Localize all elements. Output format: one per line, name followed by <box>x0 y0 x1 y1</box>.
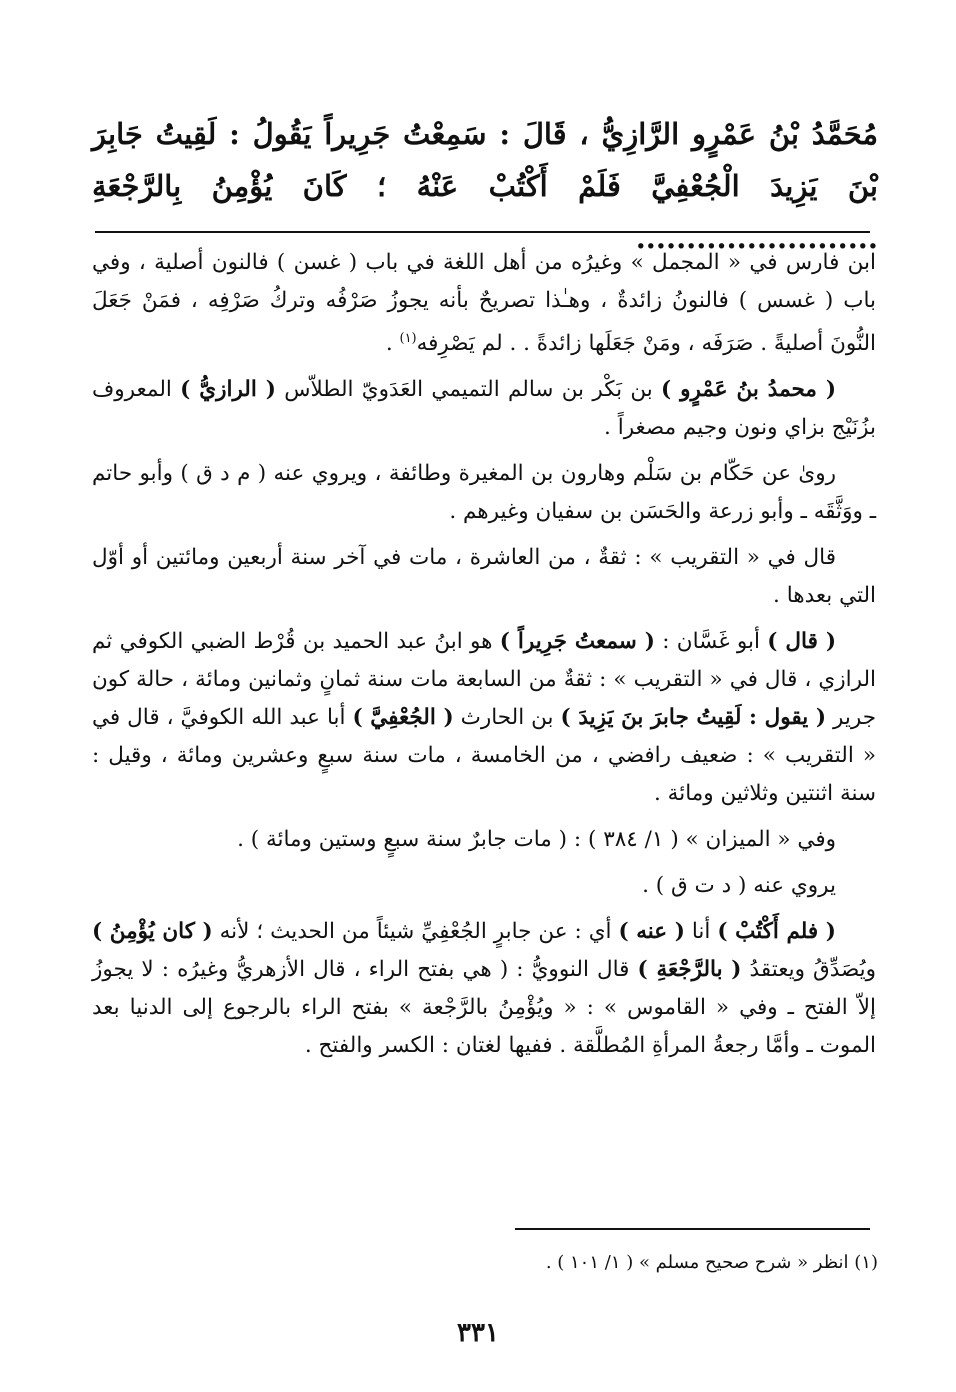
footnote <box>300 1248 878 1278</box>
hadith-dots: ........................ <box>635 221 878 255</box>
paragraph-text: هو ابنُ عبد الحميد بن قُرْط الضبي الكوفي ثم الرازي ، قال في « التقريب » : ثقةٌ من السابعة مات سنة ثمانٍ وثمانين ومائة ، حالة كون جرير <box>92 629 876 731</box>
commentary-paragraph: قال في « التقريب » : ثقةٌ ، من العاشرة ، مات في آخر سنة أربعين ومائتين أو أوّل التي بعدها . <box>92 545 876 609</box>
bold-term: ( فلم أَكْتُبْ ) <box>717 919 836 945</box>
bold-term: ( الرازيُّ ) <box>180 377 276 403</box>
hadith-separator <box>95 231 870 233</box>
bold-term: ( كان يُؤْمِنُ ) <box>92 919 213 945</box>
hadith-body: مُحَمَّدُ بْنُ عَمْرٍو الرَّازِيُّ ، قَالَ : سَمِعْتُ جَرِيراً يَقُولُ : لَقِيتُ جَابِرَ بْنَ يَزِيدَ الْجُعْفِيَّ فَلَمْ أَكْتُبْ عَنْهُ ؛ كَانَ يُؤْمِنُ بِالرَّجْعَةِ <box>92 117 878 203</box>
commentary-paragraph <box>92 913 876 1065</box>
bold-term: ( سمعتُ جَرِيراً ) <box>499 629 655 655</box>
commentary-paragraph: وفي « الميزان » ( ١/ ٣٨٤ ) : ( مات جابرٌ سنة سبعٍ وستين ومائة ) . <box>237 827 836 853</box>
page-number: ٣٣١ <box>457 1318 499 1348</box>
bold-term: ( محمدُ بنُ عَمْرٍو ) <box>660 377 837 403</box>
paragraph-text: أي : عن جابرٍ الجُعْفِيِّ شيئاً من الحديث ؛ لأنه <box>212 919 619 945</box>
commentary <box>92 244 876 1073</box>
footnote-text: انظر « شرح صحيح مسلم » ( ١/ ١٠١ ) . <box>545 1252 849 1273</box>
commentary-paragraph <box>92 244 876 363</box>
bold-term: ( يقول : لَقِيتُ جابرَ بنَ يَزِيدَ ) <box>560 705 826 731</box>
bold-term: ( عنه ) <box>618 919 685 945</box>
hadith-text <box>92 108 878 264</box>
paragraph-text: ويُصَدِّقُ ويعتقدُ <box>741 957 876 983</box>
bold-term: ( الجُعْفِيَّ ) <box>352 705 454 731</box>
bold-term: ( بالرَّجْعَةِ ) <box>637 957 742 983</box>
paragraph-text: أنا <box>684 919 718 945</box>
footnote-number: (١) <box>854 1252 878 1273</box>
paragraph-text: بن الحارث <box>453 705 561 731</box>
paragraph-text: أبا عبد الله الكوفيَّ ، قال في « التقريب » : ضعيف رافضي ، من الخامسة ، مات سنة سبعٍ وعشرين ومائة ، وقيل : سنة اثنتين وثلاثين ومائة . <box>92 705 876 807</box>
commentary-paragraph: روىٰ عن حَكّام بن سَلْم وهارون بن المغيرة وطائفة ، ويروي عنه ( م د ق ) وأبو حاتم ـ ووَثَّقَه ـ وأبو زرعة والحَسَن بن سفيان وغيرهم . <box>92 461 876 525</box>
paragraph-text: قال النوويُّ : ( هي بفتح الراء ، قال الأزهريُّ وغيرُه : لا يجوزُ إلاّ الفتح ـ وفي « القاموس » : « ويُؤْمِنُ بالرَّجْعة » بفتح الراء بالرجوع إلى الدنيا بعد الموت ـ وأمَّا رجعةُ المرأةِ المُطلَّقة . ففيها لغتان : الكسر والفتح . <box>92 957 876 1059</box>
commentary-paragraph: يروي عنه ( د ت ق ) . <box>642 873 836 899</box>
paragraph-text: ابن فارس في « المجمل » وغيرُه من أهل اللغة في باب ( غسن ) فالنون أصلية ، وفي باب ( غسس ) فالنونُ زائدةٌ ، وهـٰذا تصريحٌ بأنه يجوزُ صَرْفُه وتركُ صَرْفِه ، فمَنْ جَعَلَ النُّونَ أصليةً . صَرَفَه ، ومَنْ جَعَلَها زائدةً . . لم يَصْرِفه <box>92 250 876 357</box>
commentary-paragraph <box>92 371 876 447</box>
bold-term: ( قال ) <box>767 629 836 655</box>
footnote-ref: (١) <box>399 331 417 346</box>
paragraph-text: بن بَكْر بن سالم التميمي العَدَويّ الطلاّس <box>275 377 661 403</box>
paragraph-text: أبو غَسَّان : <box>654 629 768 655</box>
paragraph-text: . <box>385 331 400 357</box>
paragraph-text: المعروف بزُنَيْج بزاي ونون وجيم مصغراً . <box>92 377 876 441</box>
footnote-separator <box>515 1228 870 1230</box>
commentary-paragraph <box>92 623 876 813</box>
